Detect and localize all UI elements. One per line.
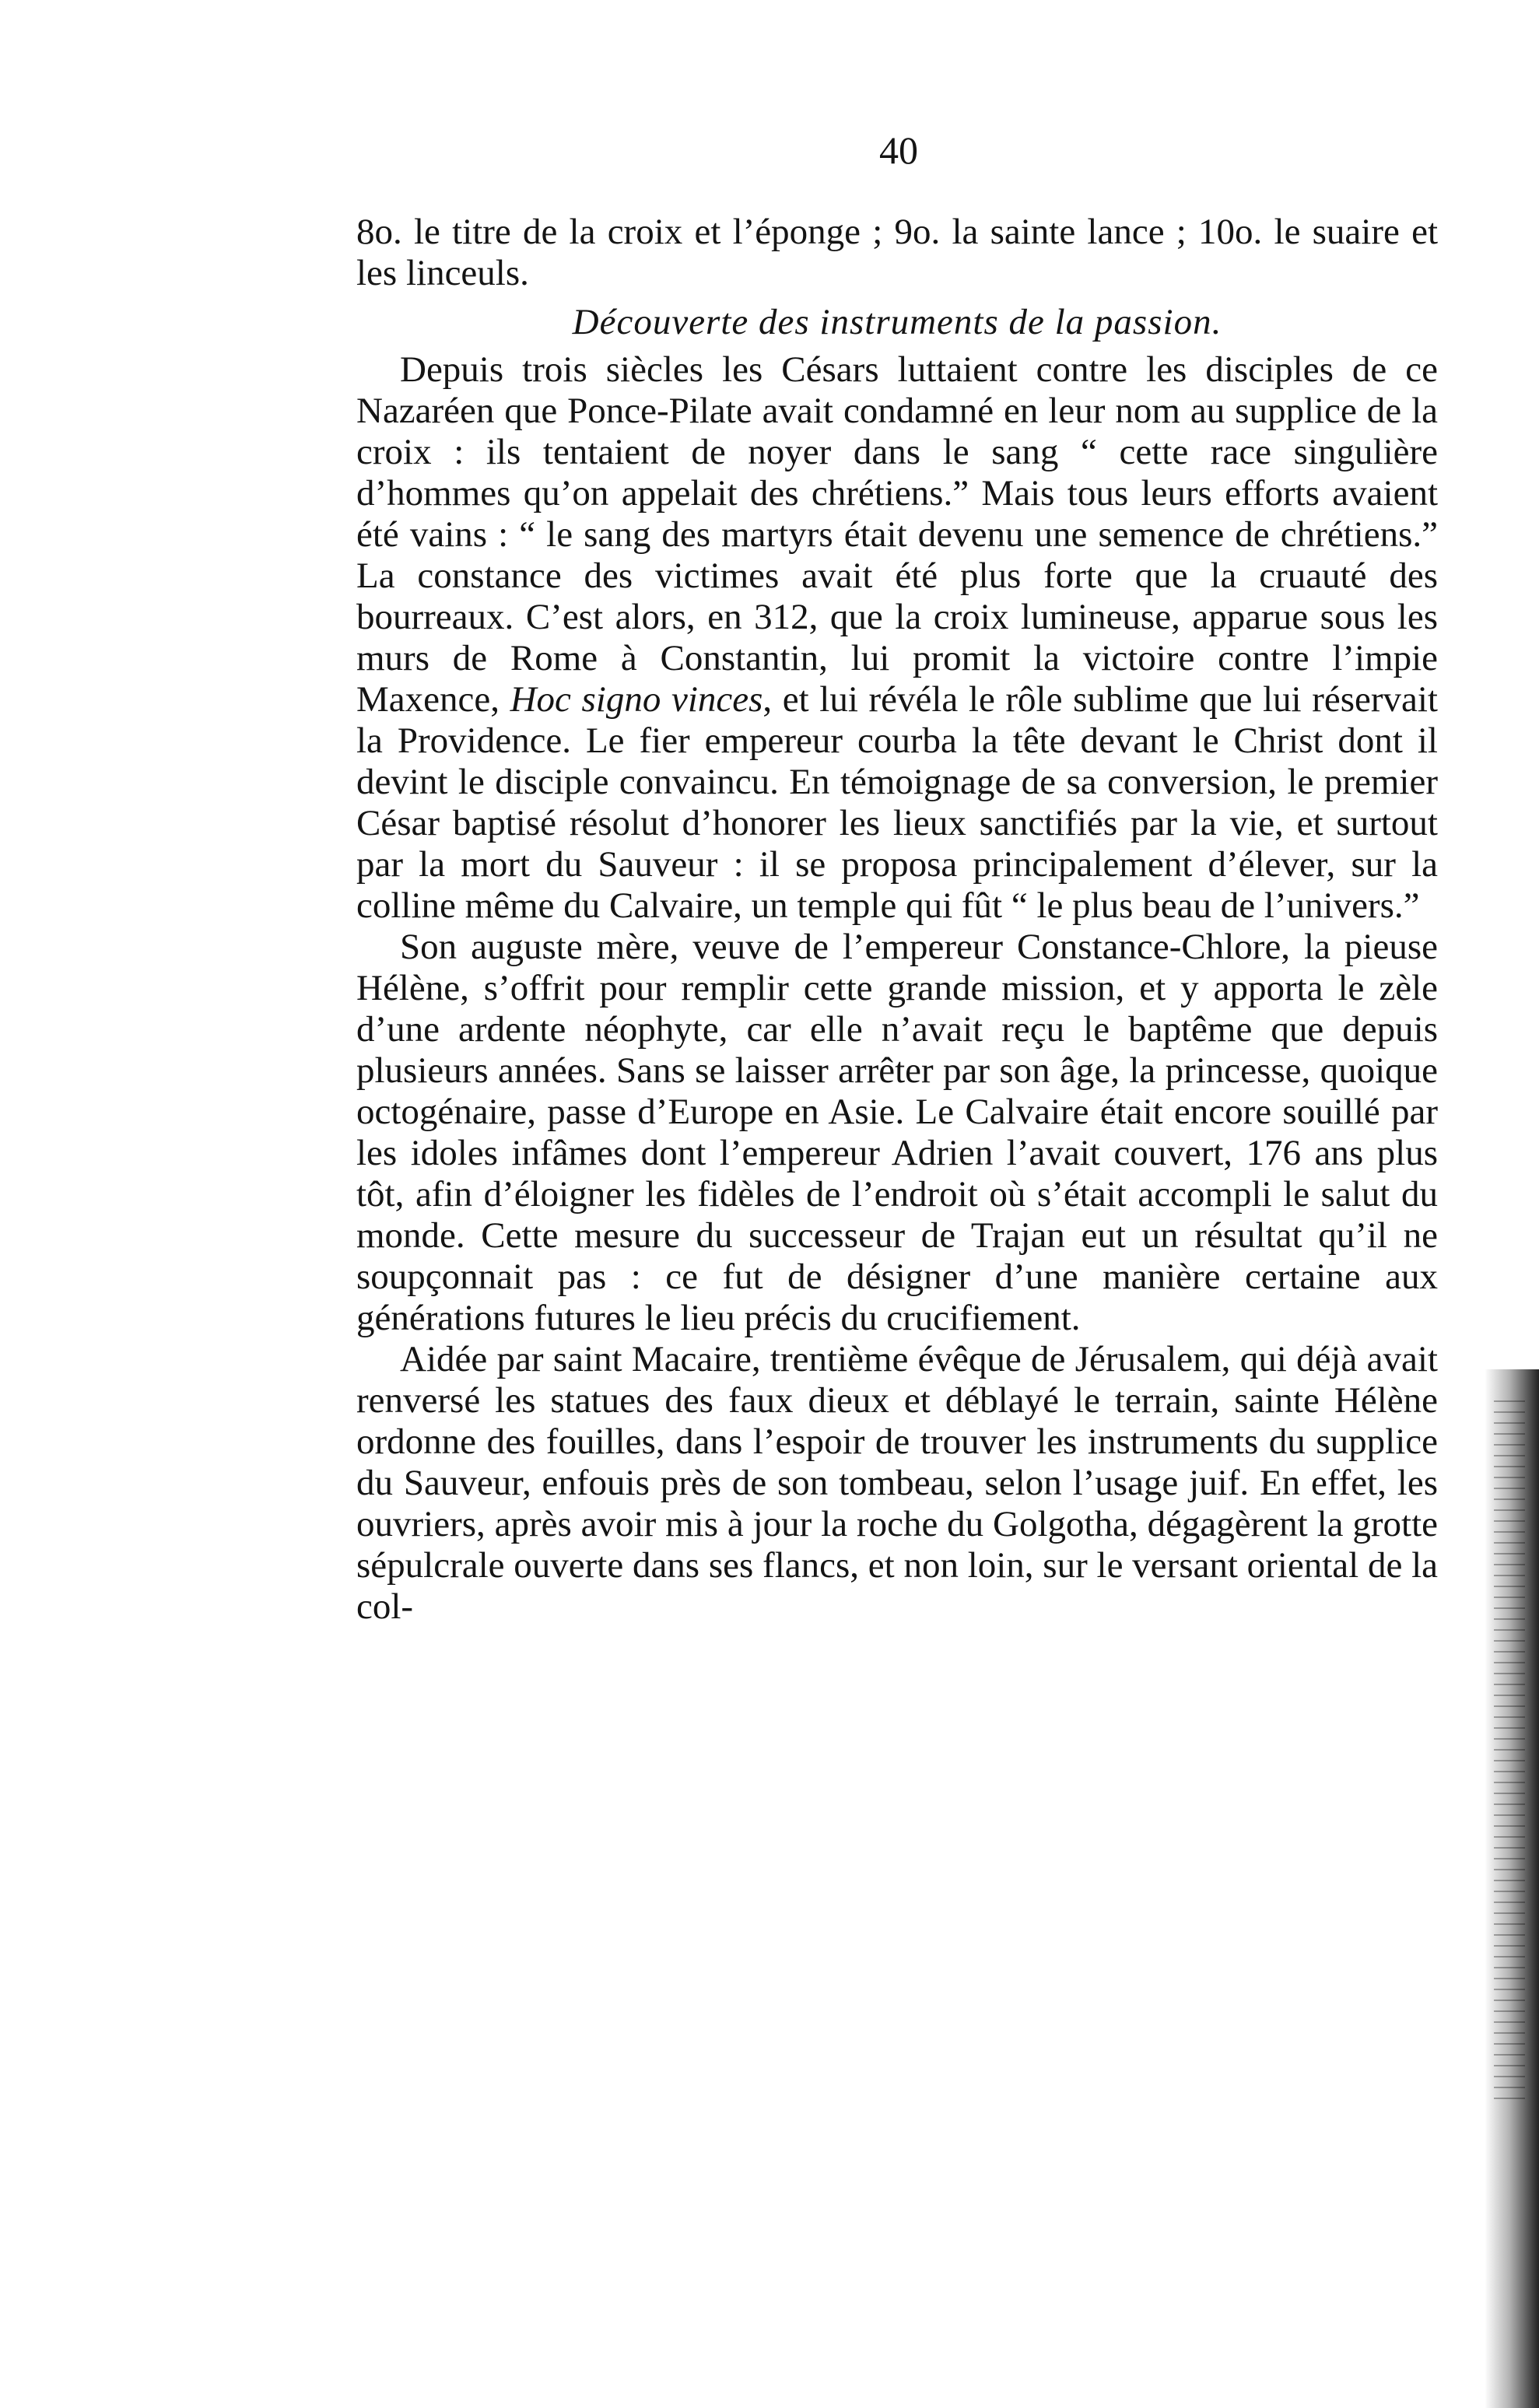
paragraph-macaire: Aidée par saint Macaire, trentième évêque de Jérusalem, qui déjà avait renversé les statues des faux dieux et déblayé le terrain, sainte Hélène ordonne des fouilles, dans l’espoir de trouver les instruments du supplice du Sauveur, enfouis près de son tombeau, selon l’usage juif. En effet, les ouvriers, après avoir mis à jour la roche du Golgotha, dégagèrent la grotte sépulcrale ouverte dans ses flancs, et non loin, sur le versant oriental de la col- — [356, 1339, 1438, 1627]
paragraph-constantine — [356, 349, 1438, 927]
paragraph-constantine-end: , et lui révéla le rôle sublime que lui réservait la Providence. Le fier empereur courba la tête devant le Christ dont il devint le disciple convaincu. En témoignage de sa conversion, le premier César baptisé résolut d’honorer les lieux sanctifiés par la vie, et surtout par la mort du Sauveur : il se proposa principalement d’élever, sur la colline même du Calvaire, un temple qui fût “ le plus beau de l’univers.” — [356, 679, 1438, 926]
paragraph-constantine-text: Depuis trois siècles les Césars luttaient contre les disciples de ce Nazaréen que Ponce-Pilate avait condamné en leur nom au supplice de la croix : ils tentaient de noyer dans le sang “ cette race singulière d’hommes qu’on appelait des chrétiens.” Mais tous leurs efforts avaient été vains : “ le sang des martyrs était devenu une semence de chrétiens.” La constance des victimes avait été plus forte que la cruauté des bourreaux. C’est alors, en 312, que la croix lumineuse, apparue sous les murs de Rome à Constantin, lui promit la victoire contre l’impie Maxence, — [356, 349, 1438, 720]
body-text — [356, 212, 1438, 1628]
paragraph-helene: Son auguste mère, veuve de l’empereur Constance-Chlore, la pieuse Hélène, s’offrit pour remplir cette grande mission, et y apporta le zèle d’une ardente néophyte, car elle n’avait reçu le baptême que depuis plusieurs années. Sans se laisser arrêter par son âge, la princesse, quoique octogénaire, passe d’Europe en Asie. Le Calvaire était encore souillé par les idoles infâmes dont l’empereur Adrien l’avait couvert, 176 ans plus tôt, afin d’éloigner les fidèles de l’endroit où s’était accompli le salut du monde. Cette mesure du successeur de Trajan eut un résultat qu’il ne soupçonnait pas : ce fut de désigner d’une manière certaine aux générations futures le lieu précis du crucifiement. — [356, 927, 1438, 1338]
page-number: 40 — [879, 128, 918, 172]
latin-phrase: Hoc signo vinces — [510, 679, 763, 720]
page-edge-specks — [1494, 1400, 1525, 2101]
section-heading: Découverte des instruments de la passion. — [572, 302, 1222, 342]
intro-paragraph: 8o. le titre de la croix et l’éponge ; 9o. la sainte lance ; 10o. le suaire et les linceuls. — [356, 212, 1438, 293]
